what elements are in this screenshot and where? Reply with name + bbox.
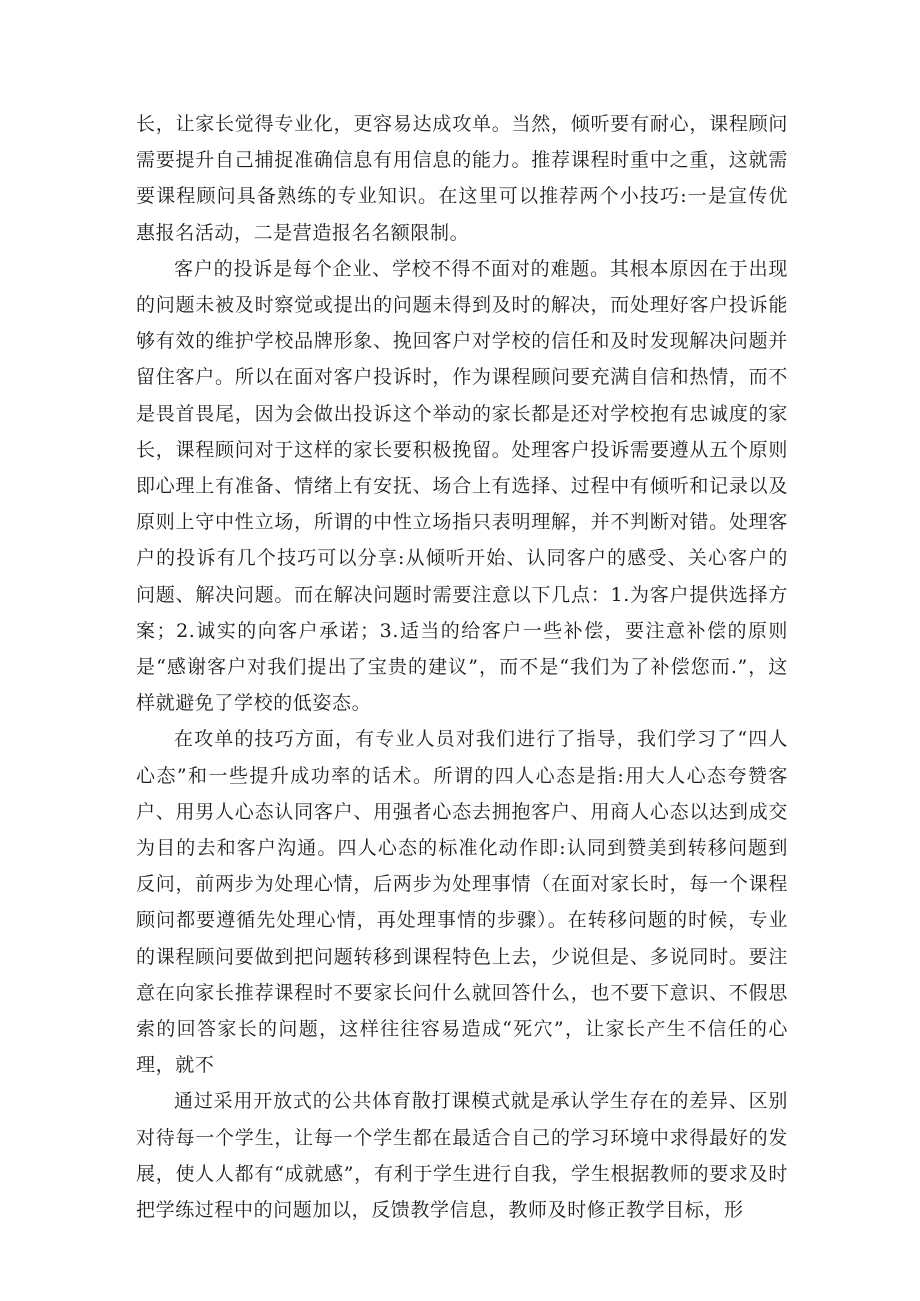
paragraph-open-pe-course: 通过采用开放式的公共体育散打课模式就是承认学生存在的差异、区别对待每一个学生，让每一个学生都在最适合自己的学习环境中求得最好的发展，使人人都有“成就感”，有利于学生进行自我，学生根据教师的要求及时把学练过程中的问题加以，反馈教学信息，教师及时修正教学目标，形 bbox=[136, 1090, 788, 1222]
paragraph-continuation: 长，让家长觉得专业化，更容易达成攻单。当然，倾听要有耐心，课程顾问需要提升自己捕捉准确信息有用信息的能力。推荐课程时重中之重，这就需要课程顾问具备熟练的专业知识。在这里可以推荐两个小技巧:一是宣传优惠报名活动，二是营造报名名额限制。 bbox=[136, 113, 788, 244]
document-body bbox=[136, 106, 788, 1228]
paragraph-closing-techniques: 在攻单的技巧方面，有专业人员对我们进行了指导，我们学习了“四人心态”和一些提升成功率的话术。所谓的四人心态是指:用大人心态夸赞客户、用男人心态认同客户、用强者心态去拥抱客户、用商人心态以达到成交为目的去和客户沟通。四人心态的标准化动作即:认同到赞美到转移问题到反问，前两步为处理心情，后两步为处理事情（在面对家长时，每一个课程顾问都要遵循先处理心情，再处理事情的步骤）。在转移问题的时候，专业的课程顾问要做到把问题转移到课程特色上去，少说但是、多说同时。要注意在向家长推荐课程时不要家长问什么就回答什么，也不要下意识、不假思索的回答家长的问题，这样往往容易造成“死穴”，让家长产生不信任的心理，就不 bbox=[136, 728, 788, 1077]
paragraph-customer-complaints: 客户的投诉是每个企业、学校不得不面对的难题。其根本原因在于出现的问题未被及时察觉或提出的问题未得到及时的解决，而处理好客户投诉能够有效的维护学校品牌形象、挽回客户对学校的信任和及时发现解决问题并留住客户。所以在面对客户投诉时，作为课程顾问要充满自信和热情，而不是畏首畏尾，因为会做出投诉这个举动的家长都是还对学校抱有忠诚度的家长，课程顾问对于这样的家长要积极挽留。处理客户投诉需要遵从五个原则即心理上有准备、情绪上有安抚、场合上有选择、过程中有倾听和记录以及原则上守中性立场，所谓的中性立场指只表明理解，并不判断对错。处理客户的投诉有几个技巧可以分享:从倾听开始、认同客户的感受、关心客户的问题、解决问题。而在解决问题时需要注意以下几点：1.为客户提供选择方案；2.诚实的向客户承诺；3.适当的给客户一些补偿，要注意补偿的原则是“感谢客户对我们提出了宝贵的建议”，而不是“我们为了补偿您而.”，这样就避免了学校的低姿态。 bbox=[136, 257, 788, 715]
